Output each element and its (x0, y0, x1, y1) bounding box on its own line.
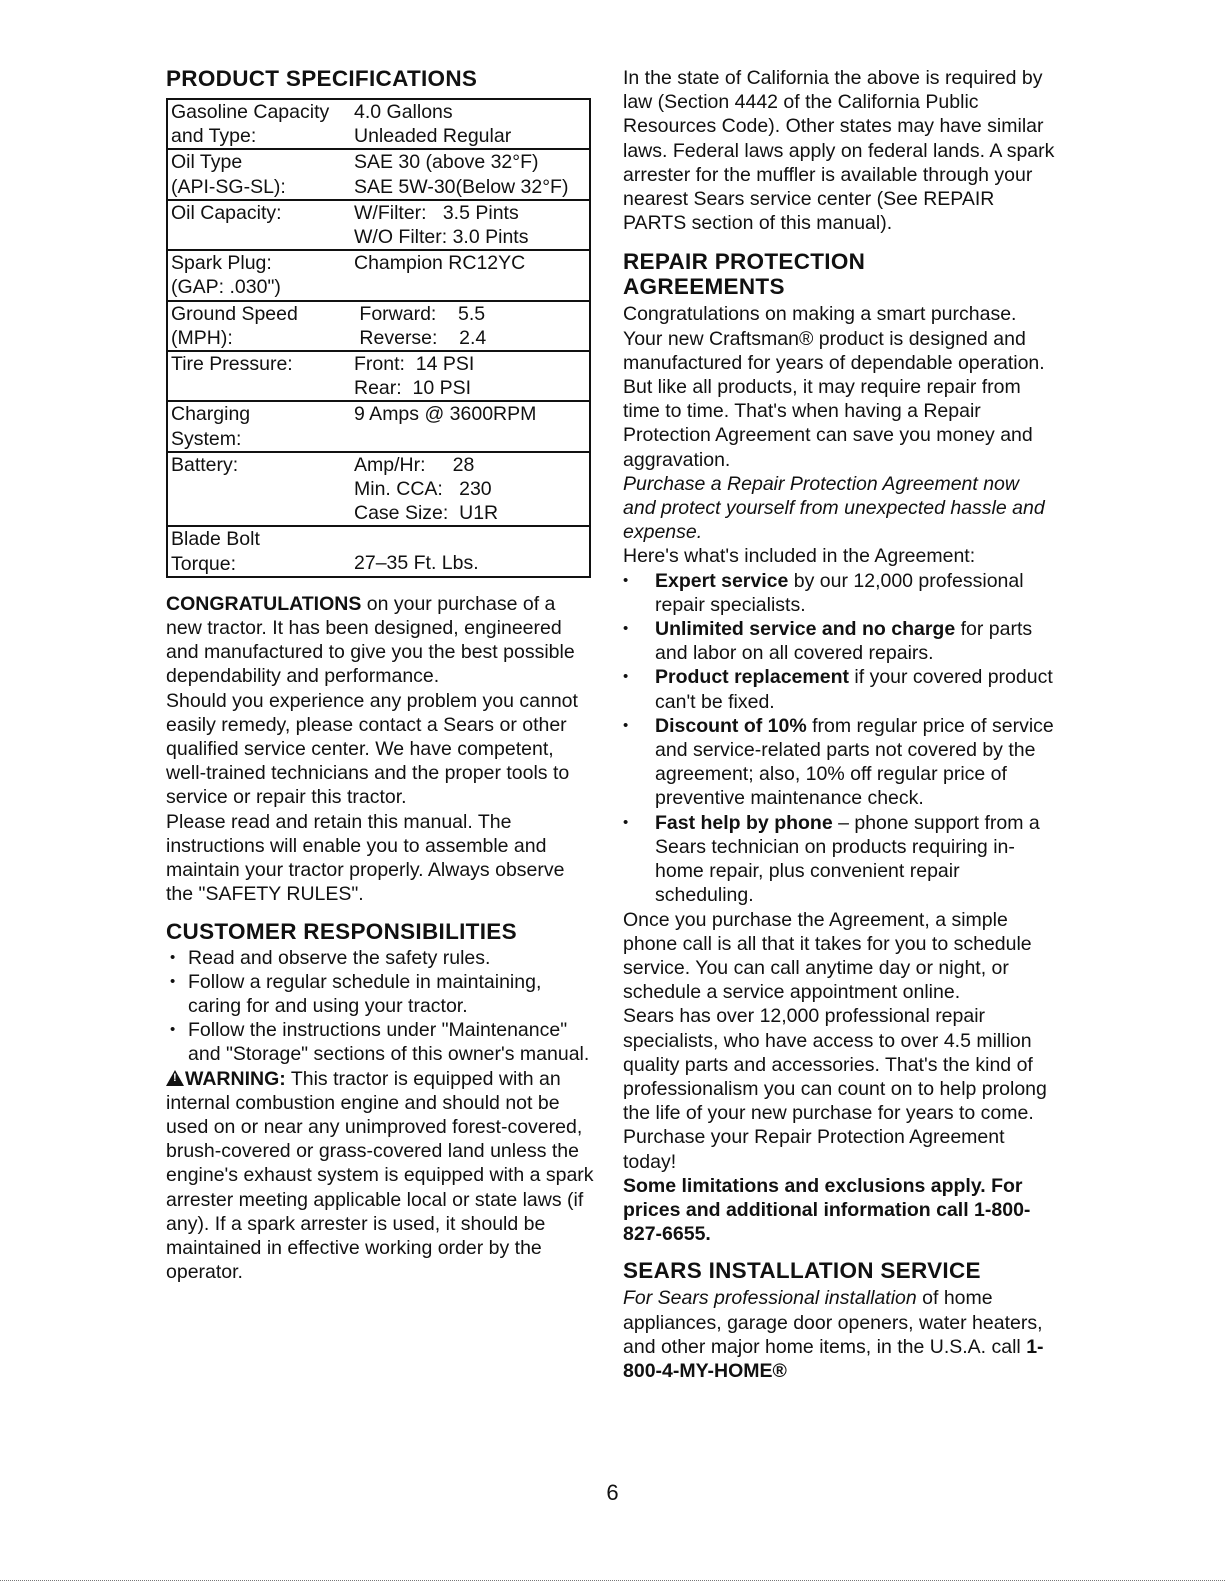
warning-triangle-icon: ! (166, 1070, 184, 1086)
benefit-text: for parts and labor on all covered repairs. (655, 618, 1033, 665)
product-specifications-heading: PRODUCT SPECIFICATIONS (166, 66, 478, 91)
installation-paragraph (623, 1286, 1055, 1383)
spec-label: Ground Speed (171, 302, 298, 325)
spec-value: Unleaded Regular (354, 125, 512, 148)
spec-value: Amp/Hr: 28 (354, 453, 475, 476)
page-number: 6 (606, 1480, 619, 1505)
left-column (166, 66, 596, 1284)
list-item (623, 617, 1055, 665)
installation-phone: 1-800-4-MY-HOME® (623, 1335, 1044, 1382)
rpa-included-paragraph: Here's what's included in the Agreement: (623, 545, 976, 568)
list-item (623, 665, 1055, 713)
spec-value: SAE 30 (above 32°F) (354, 151, 539, 174)
benefit-text: if your covered product can't be fixed. (655, 666, 1053, 713)
rpa-once-paragraph: Once you purchase the Agreement, a simple phone call is all that it takes for you to schedule service. You can call anytime day or night, or schedule a service appointment online. (623, 908, 1032, 1004)
spec-value: W/Filter: 3.5 Pints (354, 201, 519, 224)
congratulations-bold: CONGRATULATIONS (166, 592, 362, 615)
spec-row-tire-pressure (168, 350, 589, 400)
list-item: • Read and observe the safety rules. (166, 946, 596, 970)
spec-label: (API-SG-SL): (171, 175, 286, 198)
repair-protection-heading-line: REPAIR PROTECTION (623, 249, 866, 275)
spec-value: 27–35 Ft. Lbs. (354, 552, 479, 575)
spec-value: 9 Amps @ 3600RPM (354, 403, 537, 426)
list-item: • Follow the instructions under "Maintenance" and "Storage" sections of this owner's manual. (166, 1018, 596, 1066)
spec-label: (GAP: .030") (171, 276, 281, 299)
spec-label: and Type: (171, 125, 257, 148)
right-column (623, 66, 1055, 1383)
spec-value: Min. CCA: 230 (354, 478, 492, 501)
california-paragraph: In the state of California the above is required by law (Section 4442 of the California Public Resources Code). Other states may have similar laws. Federal laws apply on federal lands. A spark arrester for the muffler is available through your nearest Sears service center (See REPAIR PARTS section of this manual). (623, 67, 1055, 235)
spec-value: Rear: 10 PSI (354, 377, 472, 400)
manual-paragraph: Please read and retain this manual. The instructions will enable you to assemble and maintain your tractor properly. Always observe the "SAFETY RULES". (166, 810, 565, 906)
spec-value: W/O Filter: 3.0 Pints (354, 226, 529, 249)
customer-responsibilities-heading: CUSTOMER RESPONSIBILITIES (166, 918, 517, 944)
spec-row-battery (168, 451, 589, 526)
installation-text: of home appliances, garage door openers, water heaters, and other major home items, in the U.S.A. call (623, 1287, 1043, 1358)
list-item (623, 569, 1055, 617)
spec-label: Blade Bolt (171, 528, 260, 551)
benefit-title: Unlimited service and no charge (655, 618, 956, 641)
rpa-italic-paragraph: Purchase a Repair Protection Agreement now and protect yourself from unexpected hassle and expense. (623, 472, 1045, 544)
repair-protection-body (623, 302, 1055, 1246)
rpa-benefits-list (623, 569, 1055, 908)
spec-value: Forward: 5.5 (354, 302, 486, 325)
warning-text: This tractor is equipped with an internal combustion engine and should not be used on or near any unimproved forest-covered, brush-covered or grass-covered land unless the engine's exhaust system is equipped with a spark arrester meeting applicable local or state laws (if any). If a spark arrester is used, it should be maintained in effective working order by the operator. (166, 1067, 594, 1284)
congratulations-text: on your purchase of a new tractor. It has been designed, engineered and manufactured to give you the best possible dependability and performance. (166, 592, 575, 688)
specifications-table (166, 98, 591, 578)
benefit-text: by our 12,000 professional repair specialists. (655, 569, 1024, 616)
rpa-sears-paragraph: Sears has over 12,000 professional repair specialists, who have access to over 4.5 million quality parts and accessories. That's the kind of professionalism you can count on to help prolong the life of your new purchase for years to come. Purchase your Repair Protection Agreement today! (623, 1005, 1047, 1173)
spec-row-oil-type (168, 148, 589, 198)
spec-value: Case Size: U1R (354, 502, 499, 525)
spec-label: (MPH): (171, 326, 233, 349)
bottom-divider (0, 1580, 1225, 1581)
benefit-title: Fast help by phone (655, 811, 833, 834)
list-item (623, 811, 1055, 908)
benefit-title: Expert service (655, 569, 789, 592)
spec-label: Oil Type (171, 151, 243, 174)
benefit-text: – phone support from a Sears technician on products requiring in-home repair, plus convenient repair scheduling. (655, 811, 1040, 907)
benefit-title: Discount of 10% (655, 714, 807, 737)
list-item: • Follow a regular schedule in maintaining, caring for and using your tractor. (166, 970, 596, 1018)
warning-paragraph (166, 1067, 596, 1285)
benefit-title: Product replacement (655, 666, 849, 689)
installation-italic: For Sears professional installation (623, 1287, 917, 1310)
spec-label: Spark Plug: (171, 252, 272, 275)
spec-row-blade-bolt (168, 525, 589, 575)
spec-label: Charging (171, 403, 251, 426)
spec-label: Battery: (171, 453, 239, 476)
spec-row-ground-speed (168, 300, 589, 350)
spec-label: System: (171, 427, 242, 450)
spec-value: Champion RC12YC (354, 252, 526, 275)
benefit-text: from regular price of service and service-related parts not covered by the agreement; also, 10% off regular price of preventive maintenance check. (655, 714, 1054, 810)
intro-section (166, 592, 596, 907)
spec-label: Oil Capacity: (171, 201, 282, 224)
spec-label: Tire Pressure: (171, 353, 293, 376)
spec-row-gasoline (168, 100, 589, 148)
spec-row-spark-plug (168, 249, 589, 299)
warning-label: WARNING: (185, 1067, 286, 1090)
spec-value: 4.0 Gallons (354, 101, 453, 123)
repair-protection-heading-line: AGREEMENTS (623, 274, 785, 300)
spec-value (354, 527, 589, 551)
spec-value: SAE 5W-30(Below 32°F) (354, 175, 569, 198)
customer-responsibilities-list (166, 946, 596, 1067)
spec-value: Reverse: 2.4 (354, 326, 487, 349)
spec-label: Torque: (171, 552, 237, 575)
spec-row-charging (168, 400, 589, 450)
list-item (623, 714, 1055, 811)
spec-label: Gasoline Capacity (171, 101, 330, 123)
spec-row-oil-capacity (168, 199, 589, 249)
problem-paragraph: Should you experience any problem you cannot easily remedy, please contact a Sears or other qualified service center. We have competent, well-trained technicians and the proper tools to service or repair this tractor. (166, 689, 578, 809)
spec-value: Front: 14 PSI (354, 353, 475, 376)
congratulations-paragraph (166, 592, 596, 689)
rpa-limitations-paragraph: Some limitations and exclusions apply. For prices and additional information call 1-800-827-6655. (623, 1174, 1031, 1246)
rpa-intro-paragraph: Congratulations on making a smart purchase. Your new Craftsman® product is designed and manufactured for years of dependable operation. But like all products, it may require repair from time to time. That's when having a Repair Protection Agreement can save you money and aggravation. (623, 303, 1045, 471)
installation-service-heading: SEARS INSTALLATION SERVICE (623, 1258, 981, 1284)
repair-protection-heading (623, 249, 1055, 299)
